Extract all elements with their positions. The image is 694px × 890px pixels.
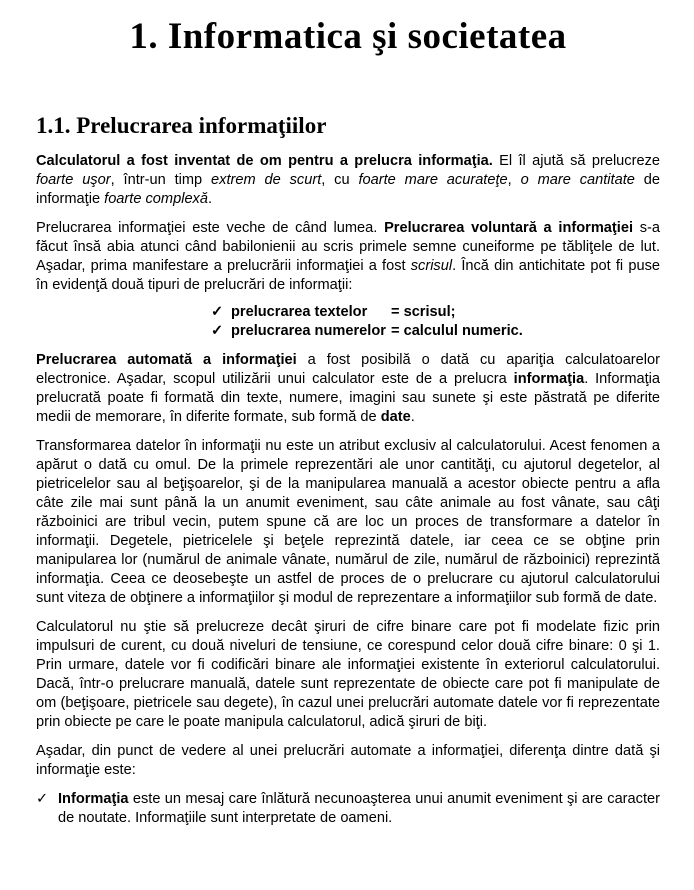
text-run: Prelucrarea informaţiei este veche de când lumea. bbox=[36, 219, 385, 236]
check-item-definition: = scrisul; bbox=[391, 303, 456, 320]
check-paragraph bbox=[36, 790, 660, 828]
text-run: Informaţia bbox=[58, 790, 129, 807]
text-run: s-a făcut însă abia atunci când babilonienii au scris primele semne cuneiforme pe tăbliţele de lut. Aşadar, prima manifestare a prelucrării informaţiei a fost bbox=[36, 219, 661, 274]
section-heading: 1.1. Prelucrarea informaţiilor bbox=[36, 112, 327, 138]
text-run: . bbox=[410, 408, 415, 425]
check-list-item bbox=[211, 303, 660, 322]
text-run: Prelucrarea voluntară a informaţiei bbox=[384, 219, 633, 236]
text-run: Calculatorul nu ştie să prelucreze decât şiruri de cifre binare care pot fi modelate fizic prin impulsuri de curent, cu două niveluri de tensiune, ce corespund celor două cifre binare: 0 şi 1. Prin urmare, datele vor fi codificări binare ale informaţiei existente în exteriorul calculatorului. Dacă, într-o prelucrare manuală, datele sunt reprezentate de obiecte care pot fi manipulate de om (beţişoare, pietricele sau degete), în cazul unei prelucrări automate datele vor fi reprezentate prin obiecte pe care le poate manipula calculatorul, adică şiruri de biţi. bbox=[36, 618, 660, 730]
checkmark-icon: ✓ bbox=[211, 303, 224, 320]
text-run: foarte uşor bbox=[36, 171, 111, 188]
text-run: foarte complexă bbox=[104, 190, 208, 207]
text-run: a fost posibilă o dată cu apariţia calculatoarelor electronice. Aşadar, scopul utilizării unui calculator este de a prelucra bbox=[36, 351, 661, 387]
paragraph bbox=[36, 618, 660, 732]
text-run: scrisul bbox=[410, 257, 453, 274]
text-run: , într-un timp bbox=[110, 171, 212, 188]
text-run: El îl ajută să prelucreze bbox=[492, 152, 660, 169]
paragraph bbox=[36, 437, 660, 608]
text-run: Prelucrarea automată a informaţiei bbox=[36, 351, 297, 368]
definition-check-list bbox=[211, 303, 660, 341]
text-run: date bbox=[380, 408, 411, 425]
text-run: Transformarea datelor în informaţii nu este un atribut exclusiv al calculatorului. Acest fenomen a apărut o dată cu omul. De la primele reprezentări ale unor cantităţi, cu ajutorul degetelor, al pietricelelor sau al beţişoarelor, şi de la manipularea manuală a acestor obiecte pentru a afla câte zile mai sunt până la un anumit eveniment, sau câte animale au fost vânate, sau câţi războinici are tribul vecin, putem spune că are loc un proces de transformare a datelor în informaţii. Degetele, pietricelele şi beţele reprezintă datele, iar ceea ce se obţine prin manipularea lor (numărul de animale vânate, numărul de zile, numărul de războinici) reprezintă informaţia. Ceea ce deosebeşte un astfel de proces de o prelucrare cu ajutorul calculatorului sunt viteza de obţinere a informaţiilor şi modul de reprezentare a informaţiilor sub formă de date. bbox=[36, 437, 660, 606]
content-blocks bbox=[36, 152, 660, 828]
text-run: Calculatorul a fost inventat de om pentru a prelucra informaţia. bbox=[36, 152, 493, 169]
check-list-item bbox=[211, 322, 660, 341]
checkmark-icon: ✓ bbox=[211, 322, 224, 339]
paragraph bbox=[36, 219, 660, 295]
check-item-term: prelucrarea textelor bbox=[231, 303, 368, 320]
text-run: informaţia bbox=[513, 370, 585, 387]
check-item-term: prelucrarea numerelor bbox=[231, 322, 386, 339]
text-run: o mare cantitate bbox=[520, 171, 635, 188]
text-run: , cu bbox=[321, 171, 359, 188]
page-title: 1. Informatica şi societatea bbox=[129, 16, 567, 57]
check-paragraph-text bbox=[58, 790, 660, 828]
text-run: extrem de scurt bbox=[211, 171, 322, 188]
paragraph bbox=[36, 742, 660, 780]
text-run: Aşadar, din punct de vedere al unei prelucrări automate a informaţiei, diferenţa dintre dată şi informaţie este: bbox=[36, 742, 660, 778]
check-item-definition: = calculul numeric. bbox=[391, 322, 523, 339]
text-run: . Încă din antichitate pot fi puse în evidenţă două tipuri de prelucrări de informaţii: bbox=[36, 257, 660, 293]
text-run: . bbox=[207, 190, 213, 207]
text-run: , bbox=[507, 171, 521, 188]
text-run: foarte mare acurateţe bbox=[358, 171, 508, 188]
text-run: de informaţie bbox=[36, 171, 661, 207]
paragraph bbox=[36, 351, 660, 427]
text-run: este un mesaj care înlătură necunoaşterea unui anumit eveniment şi are caracter de noutate. Informaţiile sunt interpretate de oameni. bbox=[58, 790, 660, 826]
paragraph bbox=[36, 152, 660, 209]
text-run: . Informaţia prelucrată poate fi formată din texte, numere, imagini sau sunete şi este păstrată pe diferite medii de memorare, în diferite formate, sub formă de bbox=[36, 370, 661, 425]
checkmark-icon: ✓ bbox=[36, 790, 49, 807]
